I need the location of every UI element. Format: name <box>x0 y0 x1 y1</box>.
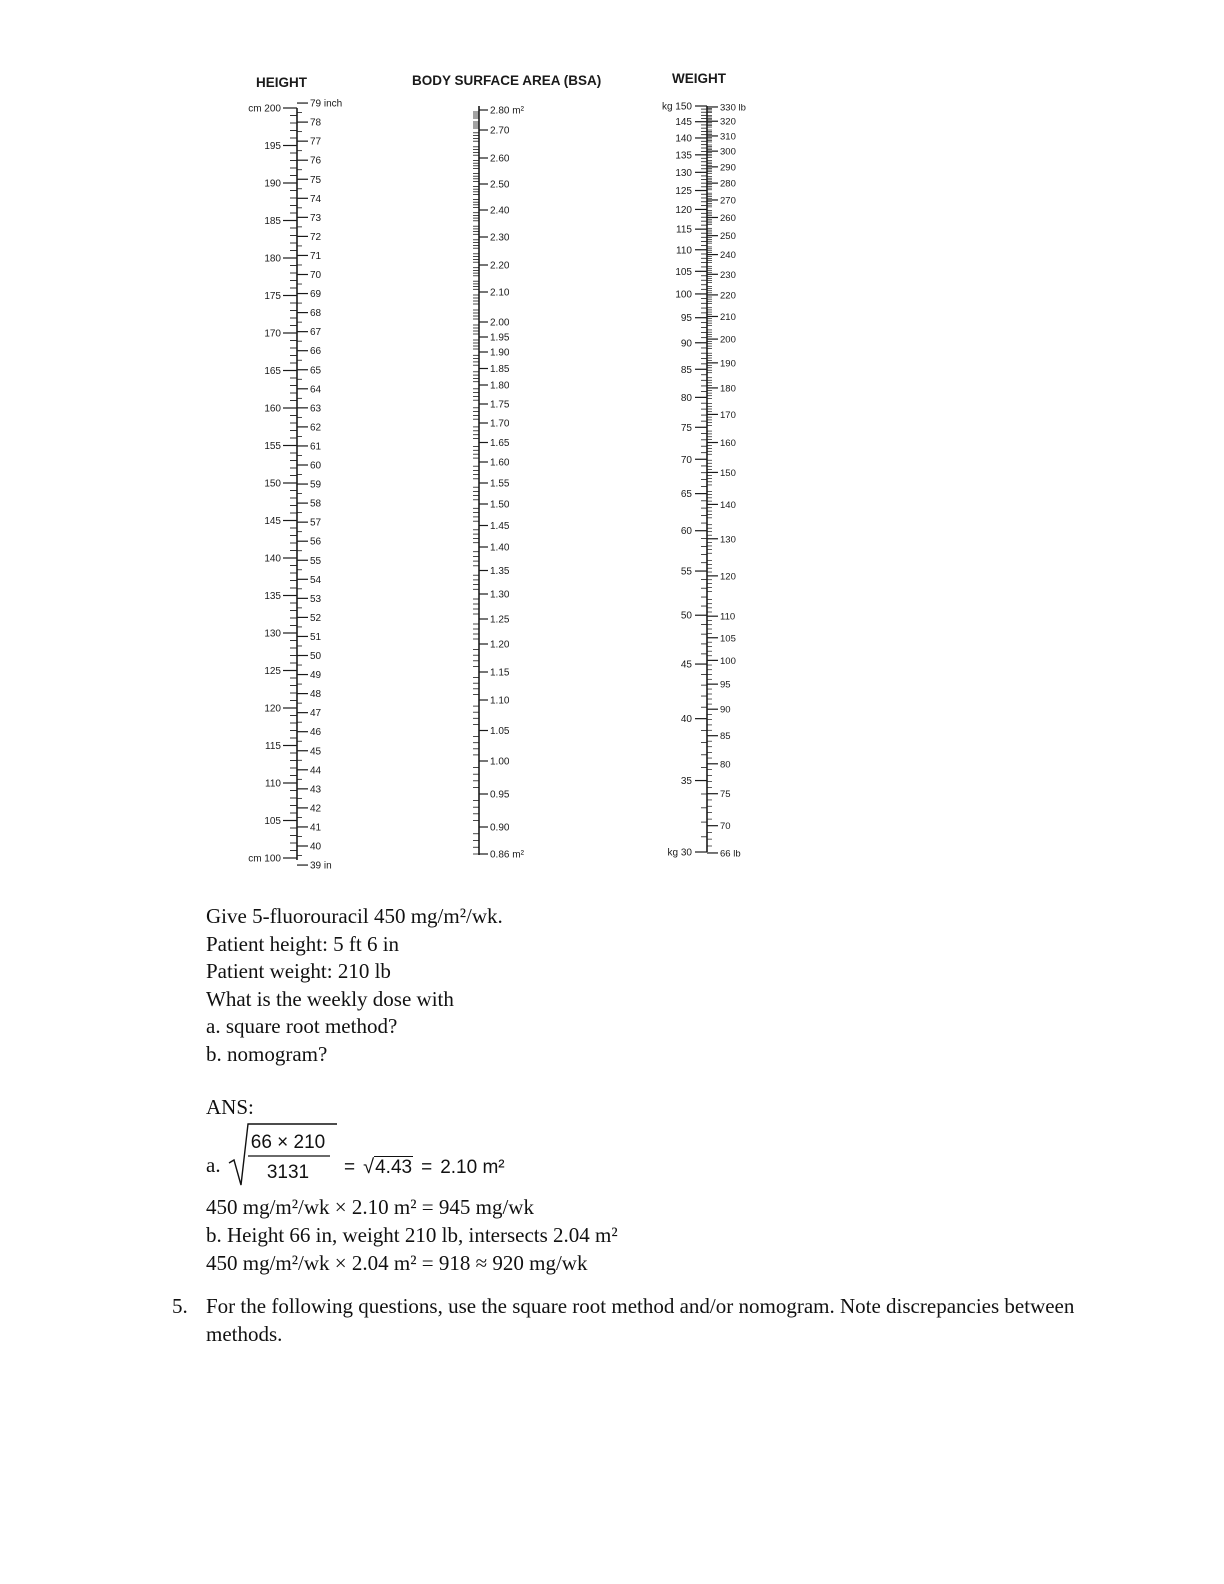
inch-label: 56 <box>310 536 322 548</box>
inch-label: 69 <box>310 289 322 301</box>
cm-label: 125 <box>264 666 281 677</box>
bsa-label: 1.15 <box>490 667 510 679</box>
bsa-label: 1.20 <box>490 639 510 651</box>
inch-label: 62 <box>310 422 322 434</box>
lb-label: 300 <box>720 146 736 158</box>
bsa-label: 1.55 <box>490 478 510 490</box>
problem-statement <box>206 903 503 1068</box>
bsa-label: 1.70 <box>490 418 510 430</box>
inch-label: 45 <box>310 746 322 758</box>
inch-label: 71 <box>310 250 322 262</box>
kg-label: 35 <box>680 776 692 788</box>
bsa-label: 2.00 <box>490 317 510 329</box>
bsa-label: 1.90 <box>490 347 510 359</box>
lb-label: 260 <box>720 212 736 224</box>
kg-label: 85 <box>680 364 692 376</box>
cm-label: 165 <box>264 366 281 377</box>
inch-label: 74 <box>310 193 322 205</box>
problem-line: b. nomogram? <box>206 1041 328 1066</box>
bsa-label: 0.95 <box>490 789 510 801</box>
lb-label: 170 <box>720 409 736 421</box>
cm-label: 160 <box>264 403 281 415</box>
bsa-label: 0.86 m² <box>490 849 524 861</box>
kg-label: 70 <box>680 454 692 466</box>
lb-label: 120 <box>720 571 736 583</box>
square-root-formula <box>206 1123 626 1193</box>
cm-label: 105 <box>264 816 281 827</box>
lb-label: 80 <box>720 759 731 771</box>
lb-label: 330 lb <box>720 102 746 114</box>
question-text: For the following questions, use the square root method and/or nomogram. Note discrepancies between methods. <box>206 1294 1075 1346</box>
kg-label: 80 <box>680 392 692 404</box>
lb-label: 220 <box>720 290 736 302</box>
kg-scale <box>662 102 707 859</box>
bsa-label: 1.45 <box>490 521 510 532</box>
answer-line: b. Height 66 in, weight 210 lb, intersects 2.04 m² <box>206 1223 618 1247</box>
lb-label: 210 <box>720 311 736 323</box>
kg-label: 145 <box>675 117 692 129</box>
inch-label: 40 <box>310 841 322 853</box>
cm-label: 135 <box>264 591 281 602</box>
lb-label: 85 <box>720 731 731 743</box>
bsa-label: 1.00 <box>490 756 510 768</box>
fraction-denominator: 3131 <box>266 1162 310 1183</box>
bsa-label: 0.90 <box>490 822 510 834</box>
inch-label: 53 <box>310 593 322 605</box>
inch-label: 61 <box>310 441 322 453</box>
bsa-label: 2.40 <box>490 205 510 217</box>
weight-column-title: WEIGHT <box>672 71 726 86</box>
inch-label: 46 <box>310 727 322 739</box>
kg-label: 60 <box>680 526 692 538</box>
lb-label: 280 <box>720 178 736 190</box>
bsa-label: 1.30 <box>490 589 510 601</box>
bsa-label: 1.85 <box>490 364 510 375</box>
lb-label: 250 <box>720 231 736 243</box>
cm-label: 140 <box>264 553 281 565</box>
kg-label: 90 <box>680 338 692 350</box>
cm-label: 155 <box>264 441 281 452</box>
inch-label: 67 <box>310 327 322 339</box>
part-a-label: a. <box>206 1153 221 1177</box>
lb-label: 66 lb <box>720 848 741 860</box>
bsa-label: 1.80 <box>490 380 510 392</box>
lb-label: 150 <box>720 467 736 479</box>
bsa-label: 2.60 <box>490 153 510 165</box>
inch-label: 64 <box>310 384 322 396</box>
bsa-label: 1.40 <box>490 542 510 554</box>
cm-label: 110 <box>265 778 281 790</box>
lb-label: 230 <box>720 269 736 281</box>
kg-label: kg 150 <box>661 101 692 113</box>
bsa-label: 2.70 <box>490 125 510 137</box>
cm-label: 180 <box>264 253 281 265</box>
kg-label: 50 <box>680 610 692 622</box>
lb-label: 180 <box>720 383 736 395</box>
inch-label: 68 <box>310 308 322 320</box>
answer-line: 450 mg/m²/wk × 2.10 m² = 945 mg/wk <box>206 1195 534 1219</box>
inch-label: 72 <box>310 231 322 243</box>
bsa-label: 2.10 <box>490 287 510 299</box>
kg-label: 105 <box>675 266 692 278</box>
lb-label: 240 <box>720 250 736 262</box>
inch-label: 79 inch <box>310 98 343 110</box>
lb-scale <box>707 102 746 859</box>
bsa-label: 1.75 <box>490 399 510 411</box>
kg-label: 115 <box>676 224 692 236</box>
bsa-label: 1.95 <box>490 332 510 344</box>
kg-label: 40 <box>680 714 692 726</box>
kg-label: 125 <box>675 186 692 198</box>
cm-label: 150 <box>264 478 281 490</box>
bsa-label: 1.05 <box>490 726 510 737</box>
bsa-scale <box>473 106 525 861</box>
lb-label: 290 <box>720 162 736 174</box>
kg-label: 65 <box>680 489 692 501</box>
cm-label: 175 <box>264 291 281 302</box>
inch-label: 43 <box>310 784 322 796</box>
inch-label: 55 <box>310 555 322 567</box>
fraction-numerator: 66 × 210 <box>250 1132 326 1153</box>
inch-label: 76 <box>310 155 322 167</box>
bsa-label: 2.20 <box>490 260 510 272</box>
lb-label: 90 <box>720 704 731 716</box>
inch-label: 66 <box>310 346 322 358</box>
inch-label: 58 <box>310 498 322 510</box>
kg-label: 45 <box>680 659 692 671</box>
cm-label: 170 <box>264 328 281 340</box>
bsa-label: 1.65 <box>490 438 510 449</box>
lb-label: 200 <box>720 334 736 346</box>
bsa-label: 1.10 <box>490 695 510 707</box>
problem-line: a. square root method? <box>206 1014 398 1038</box>
lb-label: 75 <box>720 789 731 801</box>
lb-label: 95 <box>720 679 731 691</box>
lb-label: 160 <box>720 438 736 450</box>
question-5 <box>172 1293 1132 1348</box>
cm-label: 145 <box>264 516 281 527</box>
cm-label: 195 <box>264 141 281 152</box>
inch-label: 54 <box>310 574 322 586</box>
bsa-label: 1.60 <box>490 457 510 469</box>
cm-label: 130 <box>264 628 281 640</box>
kg-label: 110 <box>676 245 692 257</box>
formula-result: = √4.43 = 2.10 m² <box>344 1156 505 1178</box>
answer-block <box>206 1093 626 1277</box>
height-column-title: HEIGHT <box>256 75 308 90</box>
lb-label: 70 <box>720 821 731 833</box>
inch-label: 48 <box>310 689 322 701</box>
lb-label: 310 <box>720 131 736 143</box>
problem-line: Patient weight: 210 lb <box>206 959 391 983</box>
inch-label: 49 <box>310 670 322 682</box>
kg-label: 55 <box>680 566 692 578</box>
lb-label: 130 <box>720 534 736 546</box>
problem-line: Patient height: 5 ft 6 in <box>206 931 400 956</box>
inch-label: 52 <box>310 612 322 624</box>
inch-label: 78 <box>310 117 322 129</box>
lb-label: 270 <box>720 195 736 207</box>
inch-label: 77 <box>310 136 322 148</box>
kg-label: 120 <box>675 204 692 216</box>
inch-label: 75 <box>310 174 322 186</box>
lb-label: 140 <box>720 499 736 511</box>
lb-label: 320 <box>720 116 736 128</box>
cm-scale <box>248 104 297 865</box>
bsa-column-title: BODY SURFACE AREA (BSA) <box>412 73 602 88</box>
cm-label: cm 100 <box>248 853 281 865</box>
inch-label: 51 <box>310 631 322 643</box>
inch-label: 39 in <box>310 860 332 872</box>
problem-line: Give 5-fluorouracil 450 mg/m²/wk. <box>206 904 503 928</box>
lb-label: 110 <box>720 611 736 623</box>
inch-label: 57 <box>310 517 322 529</box>
kg-label: 130 <box>675 167 692 179</box>
bsa-label: 2.50 <box>490 179 510 191</box>
inch-label: 41 <box>310 822 322 834</box>
kg-label: 95 <box>680 313 692 325</box>
inch-label: 63 <box>310 403 322 415</box>
cm-label: 115 <box>265 741 281 752</box>
inch-scale <box>297 99 342 872</box>
cm-label: 185 <box>264 216 281 227</box>
kg-label: 75 <box>680 422 692 434</box>
inch-label: 70 <box>310 270 322 281</box>
problem-line: What is the weekly dose with <box>206 986 454 1011</box>
inch-label: 60 <box>310 460 322 472</box>
lb-label: 105 <box>720 633 736 645</box>
inch-label: 42 <box>310 803 322 815</box>
lb-label: 190 <box>720 358 736 370</box>
bsa-label: 1.35 <box>490 566 510 577</box>
bsa-label: 1.25 <box>490 614 510 626</box>
bsa-label: 1.50 <box>490 499 510 511</box>
inch-label: 65 <box>310 365 322 377</box>
bsa-nomogram <box>220 60 780 890</box>
lb-label: 100 <box>720 655 736 667</box>
inch-label: 73 <box>310 212 322 224</box>
cm-label: 120 <box>264 703 281 715</box>
answer-line: 450 mg/m²/wk × 2.04 m² = 918 ≈ 920 mg/wk <box>206 1251 588 1275</box>
kg-label: 135 <box>675 150 692 162</box>
kg-label: kg 30 <box>667 847 692 859</box>
bsa-label: 2.80 m² <box>490 105 524 117</box>
bsa-label: 2.30 <box>490 232 510 244</box>
inch-label: 47 <box>310 708 322 720</box>
cm-label: cm 200 <box>248 103 281 115</box>
kg-label: 140 <box>675 133 692 145</box>
question-number: 5. <box>172 1294 188 1318</box>
inch-label: 44 <box>310 765 322 777</box>
inch-label: 59 <box>310 479 322 491</box>
inch-label: 50 <box>310 651 322 662</box>
answer-label: ANS: <box>206 1095 254 1119</box>
cm-label: 190 <box>264 178 281 190</box>
kg-label: 100 <box>675 289 692 301</box>
